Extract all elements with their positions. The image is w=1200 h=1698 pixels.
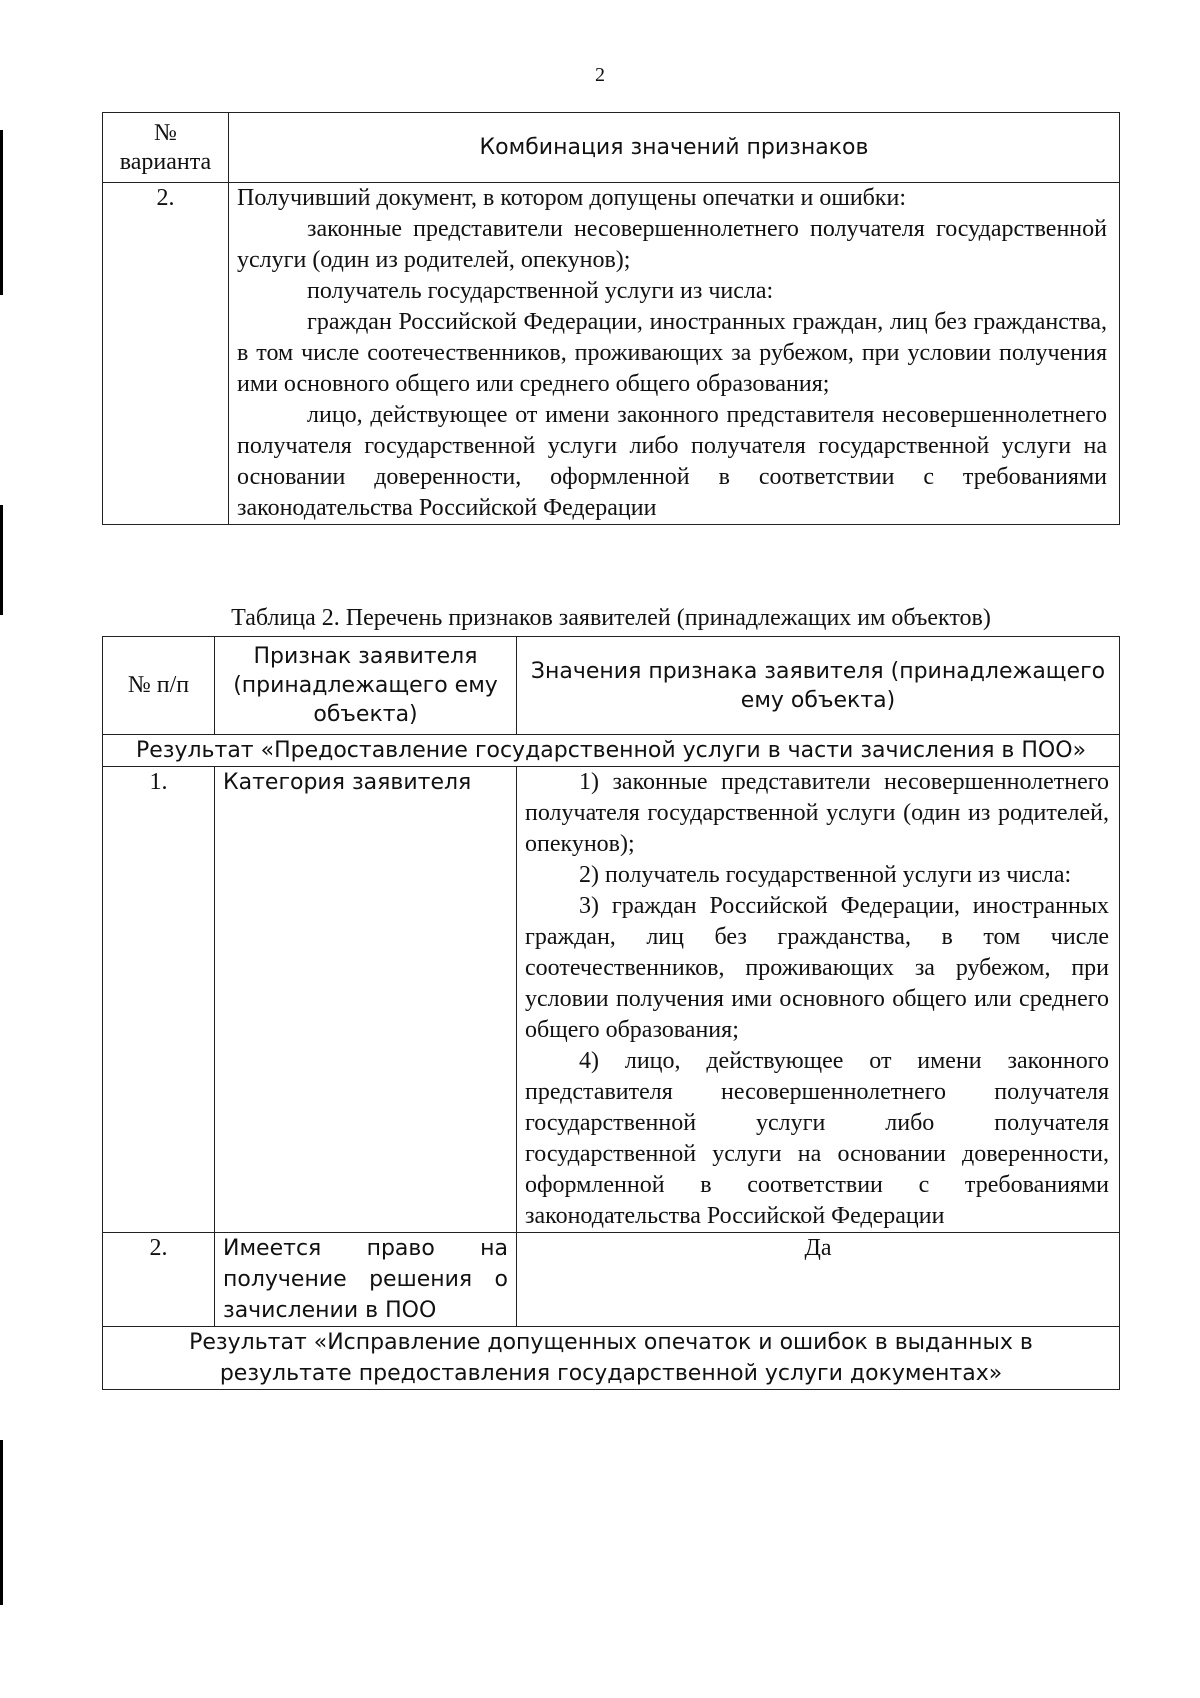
combination-header: Комбинация значений признаков xyxy=(229,113,1120,183)
scan-artifact-line xyxy=(0,1440,3,1605)
combination-item: граждан Российской Федерации, иностранных граждан, лиц без гражданства, в том числе соотечественников, проживающих за рубежом, при условии получения ими основного общего или среднего общего образования; xyxy=(237,309,1107,397)
table-row xyxy=(103,1233,1120,1327)
section-row xyxy=(103,1327,1120,1390)
combination-text xyxy=(229,183,1120,525)
variant-number: 2. xyxy=(103,183,229,525)
section-result-enrollment: Результат «Предоставление государственной услуги в части зачисления в ПОО» xyxy=(103,735,1120,767)
attribute-value-item: 4) лицо, действующее от имени законного представителя несовершеннолетнего получателя государственной услуги либо получателя государственной услуги на основании доверенности, оформленной в соответствии с требованиями законодательства Российской Федерации xyxy=(525,1048,1109,1229)
combination-item: лицо, действующее от имени законного представителя несовершеннолетнего получателя государственной услуги либо получателя государственной услуги на основании доверенности, оформленной в соответствии с требованиями законодательства Российской Федерации xyxy=(237,402,1107,521)
attribute-values xyxy=(517,767,1120,1233)
attribute-value-item: 2) получатель государственной услуги из числа: xyxy=(579,862,1072,888)
attribute-header: Признак заявителя (принадлежащего ему объекта) xyxy=(215,637,517,735)
section-result-corrections: Результат «Исправление допущенных опечаток и ошибок в выданных в результате предоставления государственной услуги документах» xyxy=(103,1327,1120,1390)
section-row xyxy=(103,735,1120,767)
table-header-row xyxy=(103,637,1120,735)
attribute-name: Категория заявителя xyxy=(215,767,517,1233)
table-row xyxy=(103,183,1120,525)
attribute-value-item: 1) законные представители несовершеннолетнего получателя государственной услуги (один из родителей, опекунов); xyxy=(525,769,1109,857)
variants-table xyxy=(102,112,1120,525)
combination-item: законные представители несовершеннолетнего получателя государственной услуги (один из родителей, опекунов); xyxy=(237,216,1107,273)
scan-artifact-line xyxy=(0,130,3,295)
combination-item: получатель государственной услуги из числа: xyxy=(307,278,774,304)
variant-number-header: № варианта xyxy=(103,113,229,183)
table-caption: Таблица 2. Перечень признаков заявителей (принадлежащих им объектов) xyxy=(231,605,991,631)
applicant-attributes-table xyxy=(102,636,1120,1390)
attribute-value: Да xyxy=(517,1233,1120,1327)
row-number: 2. xyxy=(103,1233,215,1327)
table-row xyxy=(103,767,1120,1233)
row-number-header: № п/п xyxy=(103,637,215,735)
attribute-value-item: 3) граждан Российской Федерации, иностранных граждан, лиц без гражданства, в том числе соотечественников, проживающих за рубежом, при условии получения ими основного общего или среднего общего образования; xyxy=(525,893,1109,1043)
attribute-name: Имеется право на получение решения о зачислении в ПОО xyxy=(215,1233,517,1327)
table-header-row xyxy=(103,113,1120,183)
scan-artifact-line xyxy=(0,505,3,615)
row-number: 1. xyxy=(103,767,215,1233)
combination-intro: Получивший документ, в котором допущены опечатки и ошибки: xyxy=(237,185,907,211)
page-number: 2 xyxy=(595,64,605,86)
attribute-values-header: Значения признака заявителя (принадлежащего ему объекта) xyxy=(517,637,1120,735)
